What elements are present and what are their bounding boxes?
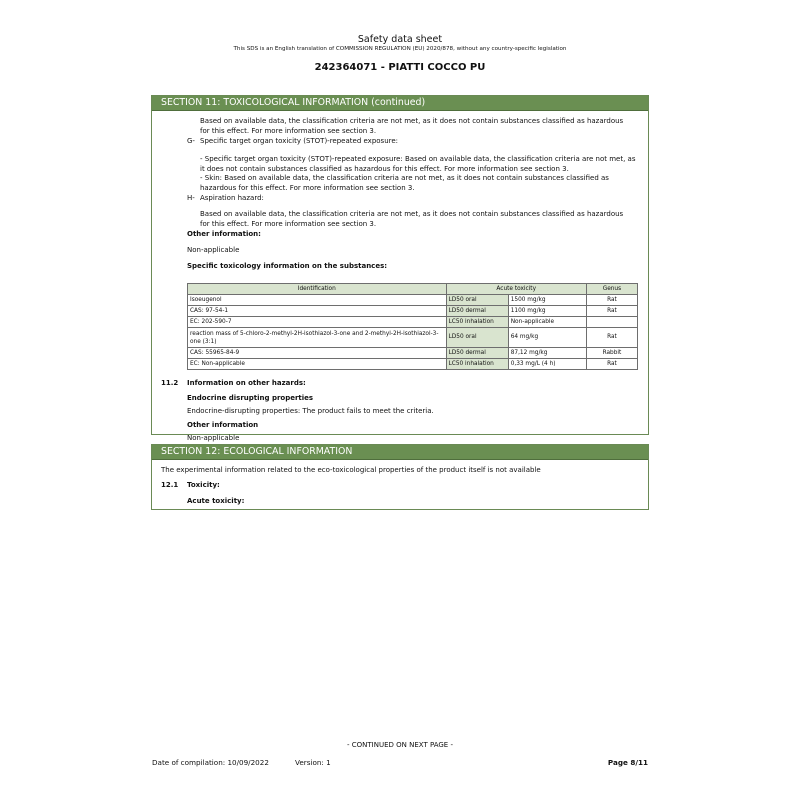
cell-tox-type: LD50 dermal bbox=[446, 306, 508, 317]
cell-identification: CAS: 55965-84-9 bbox=[188, 348, 447, 359]
cell-identification: EC: Non-applicable bbox=[188, 359, 447, 370]
intro-text: Based on available data, the classification criteria are not met, as it does not contain substances classified as hazardous for this effect. For more information see section 3. bbox=[200, 117, 624, 135]
section-12-intro: The experimental information related to the eco-toxicological properties of the product itself is not available bbox=[161, 466, 541, 474]
version-label: Version: 1 bbox=[295, 758, 331, 767]
section-12 bbox=[151, 444, 649, 510]
cell-tox-type: LD50 oral bbox=[446, 295, 508, 306]
h-title: Aspiration hazard: bbox=[200, 194, 264, 202]
table-header-row bbox=[188, 284, 638, 295]
acute-toxicity-heading: Acute toxicity: bbox=[187, 497, 245, 505]
other-info-2-text: Non-applicable bbox=[187, 434, 240, 442]
table-row bbox=[188, 359, 638, 370]
h-text: Based on available data, the classification criteria are not met, as it does not contain substances classified as hazardous for this effect. For more information see section 3. bbox=[200, 210, 624, 228]
cell-tox-value: 64 mg/kg bbox=[508, 328, 586, 348]
table-row bbox=[188, 295, 638, 306]
other-info-heading: Other information: bbox=[187, 230, 261, 238]
cell-tox-value: Non-applicable bbox=[508, 317, 586, 328]
table-row bbox=[188, 348, 638, 359]
cell-tox-value: 0,33 mg/L (4 h) bbox=[508, 359, 586, 370]
header-genus: Genus bbox=[586, 284, 637, 295]
cell-genus: Rat bbox=[586, 328, 637, 348]
cell-identification: reaction mass of 5-chloro-2-methyl-2H-isothiazol-3-one and 2-methyl-2H-isothiazol-3-one (3:1) bbox=[188, 328, 447, 348]
substance-toxicity-table bbox=[187, 283, 638, 370]
cell-tox-value: 87,12 mg/kg bbox=[508, 348, 586, 359]
subsection-title-11-2: Information on other hazards: bbox=[187, 379, 306, 387]
cell-identification: CAS: 97-54-1 bbox=[188, 306, 447, 317]
endocrine-text: Endocrine-disrupting properties: The product fails to meet the criteria. bbox=[187, 407, 434, 415]
cell-tox-value: 1100 mg/kg bbox=[508, 306, 586, 317]
continued-notice: - CONTINUED ON NEXT PAGE - bbox=[347, 741, 453, 749]
table-row bbox=[188, 328, 638, 348]
specific-tox-heading: Specific toxicology information on the substances: bbox=[187, 262, 388, 270]
product-title: 242364071 - PIATTI COCCO PU bbox=[314, 62, 486, 73]
table-row bbox=[188, 306, 638, 317]
h-label: H- bbox=[187, 194, 195, 202]
cell-genus: Rabbit bbox=[586, 348, 637, 359]
g-text-skin: - Skin: Based on available data, the classification criteria are not met, as it does not contain substances classified as hazardous for this effect. For more information see section 3. bbox=[200, 174, 609, 192]
subsection-title-12-1: Toxicity: bbox=[187, 481, 220, 489]
cell-identification: Isoeugenol bbox=[188, 295, 447, 306]
cell-tox-value: 1500 mg/kg bbox=[508, 295, 586, 306]
section-11 bbox=[151, 95, 649, 442]
subsection-number-11-2: 11.2 bbox=[161, 379, 179, 387]
g-text-stot: - Specific target organ toxicity (STOT)-repeated exposure: Based on available data, the classification criteria are not met, as it does not contain substances classified as hazardous for this effect. For more information see section 3. bbox=[200, 155, 636, 173]
other-info-text: Non-applicable bbox=[187, 246, 240, 254]
cell-tox-type: LC50 inhalation bbox=[446, 359, 508, 370]
document-subtitle: This SDS is an English translation of COMMISSION REGULATION (EU) 2020/878, without any country-specific legislation bbox=[233, 46, 567, 52]
cell-genus bbox=[586, 317, 637, 328]
document-type-title: Safety data sheet bbox=[357, 34, 443, 45]
section-11-heading: SECTION 11: TOXICOLOGICAL INFORMATION (continued) bbox=[152, 96, 648, 111]
section-12-heading: SECTION 12: ECOLOGICAL INFORMATION bbox=[152, 445, 648, 460]
g-title: Specific target organ toxicity (STOT)-repeated exposure: bbox=[200, 137, 399, 145]
header-identification: Identification bbox=[188, 284, 447, 295]
compilation-date: Date of compilation: 10/09/2022 bbox=[152, 758, 269, 767]
subsection-number-12-1: 12.1 bbox=[161, 481, 179, 489]
header-acute-toxicity: Acute toxicity bbox=[446, 284, 586, 295]
other-info-2-heading: Other information bbox=[187, 421, 259, 429]
cell-genus: Rat bbox=[586, 295, 637, 306]
table-row bbox=[188, 317, 638, 328]
cell-identification: EC: 202-590-7 bbox=[188, 317, 447, 328]
cell-tox-type: LC50 inhalation bbox=[446, 317, 508, 328]
endocrine-heading: Endocrine disrupting properties bbox=[187, 394, 314, 402]
cell-genus: Rat bbox=[586, 306, 637, 317]
page-number: Page 8/11 bbox=[607, 758, 648, 767]
cell-genus: Rat bbox=[586, 359, 637, 370]
g-label: G- bbox=[187, 137, 195, 145]
cell-tox-type: LD50 oral bbox=[446, 328, 508, 348]
cell-tox-type: LD50 dermal bbox=[446, 348, 508, 359]
